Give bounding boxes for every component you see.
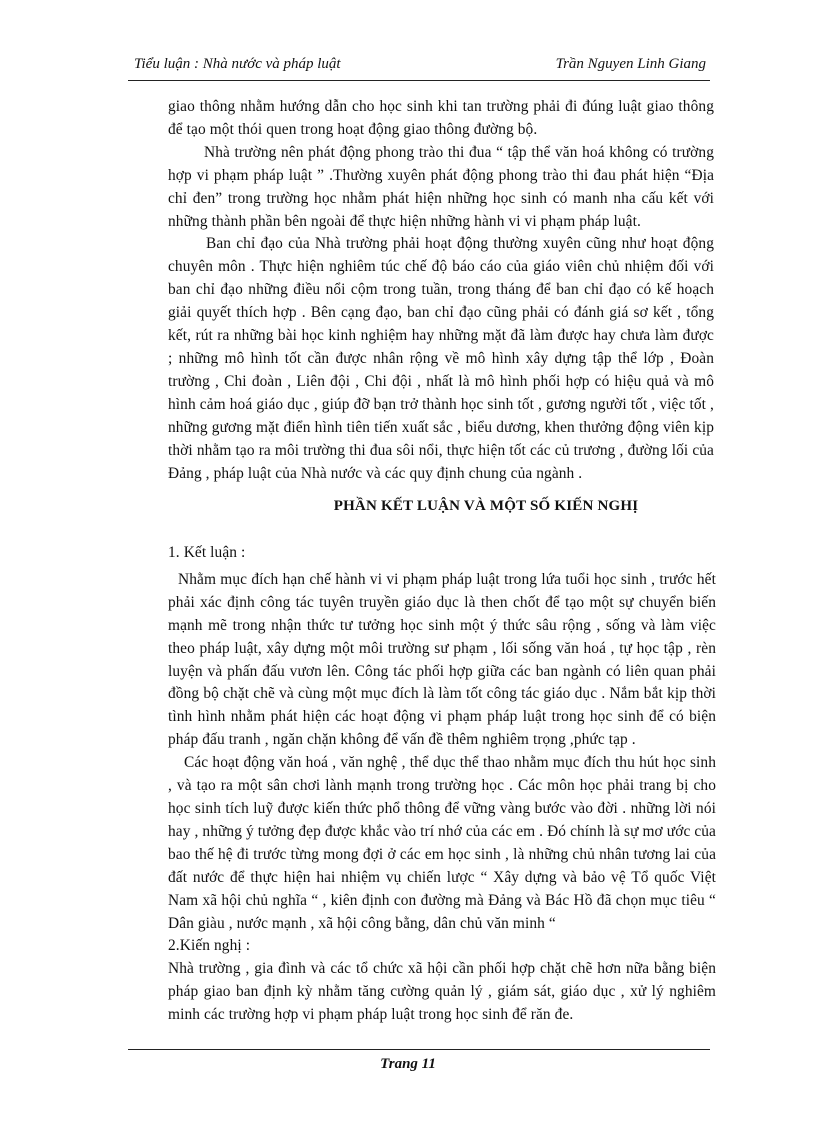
paragraph: Các hoạt động văn hoá , văn nghệ , thể dục thể thao nhằm mục đích thu hút học sinh , và tạo ra một sân chơi lành mạnh trong trường học . Các môn học phải trang bị cho học sinh tích luỹ được kiến thức phổ thông để vững vàng bước vào đời . những lời nói hay , những ý tưởng đẹp được khắc vào trí nhớ của các em . Đó chính là sự mơ ước của bao thế hệ đi trước từng mong đợi ở các em học sinh , là những chủ nhân tương lai của đất nước để thực hiện hai nhiệm vụ chiến lược “ Xây dựng và bảo vệ Tổ quốc Việt Nam xã hội chủ nghĩa “ , kiên định con đường mà Đảng và Bác Hồ đã chọn mục tiêu “ Dân giàu , nước mạnh , xã hội công bằng, dân chủ văn minh “ — [168, 754, 716, 932]
body-text — [168, 96, 714, 485]
paragraph: Nhà trường , gia đình và các tổ chức xã hội cần phối hợp chặt chẽ hơn nữa bằng biện pháp giao ban định kỳ nhằm tăng cường quản lý , giám sát, giáo dục , xử lý nghiêm minh các trường hợp vi phạm pháp luật trong học sinh để răn đe. — [168, 960, 716, 1024]
page-header — [134, 56, 706, 76]
header-rule — [128, 80, 710, 81]
paragraph: Nhà trường nên phát động phong trào thi đua “ tập thể văn hoá không có trường hợp vi phạm pháp luật ” .Thường xuyên phát động phong trào thi đau phát hiện “Địa chỉ đen” trong trường học nhằm phát hiện những học sinh có manh nha cấu kết với những thành phần bên ngoài để thực hiện những hành vi vi phạm pháp luật. — [168, 143, 714, 230]
section-heading: PHẦN KẾT LUẬN VÀ MỘT SỐ KIẾN NGHỊ — [333, 498, 639, 514]
header-title: Tiểu luận : Nhà nước và pháp luật — [134, 56, 341, 72]
paragraph: Nhằm mục đích hạn chế hành vi vi phạm pháp luật trong lứa tuổi học sinh , trước hết phải xác định công tác tuyên truyền giáo dục là then chốt để tạo một sự chuyển biến mạnh mẽ trong nhận thức tư tưởng học sinh một ý thức sâu rộng , sống và làm việc theo pháp luật, xây dựng một môi trường sư phạm , lối sống văn hoá , tự học tập , rèn luyện và phấn đấu vươn lên. Công tác phối hợp giữa các ban ngành có liên quan phải đồng bộ chặt chẽ và cùng một mục đích là làm tốt công tác giáo dục . Nắm bắt kịp thời tình hình nhằm phát hiện các hoạt động vi phạm pháp luật trong học sinh để có biện pháp đấu tranh , ngăn chặn không để vấn đề thêm nghiêm trọng ,phức tạp . — [168, 570, 716, 749]
subheading-recommendation: 2.Kiến nghị : — [168, 937, 251, 955]
footer-rule — [128, 1049, 710, 1050]
subheading-conclusion: 1. Kết luận : — [168, 544, 246, 561]
paragraph: Ban chỉ đạo của Nhà trường phải hoạt động thường xuyên cũng như hoạt động chuyên môn . Thực hiện nghiêm túc chế độ báo cáo của giáo viên chủ nhiệm đối với ban chỉ đạo những điều nổi cộm trong tuần, trong tháng để ban chỉ đạo có kế hoạch giải quyết thích hợp . Bên cạng đạo, ban chỉ đạo cũng phải có đánh giá sơ kết , tổng kết, rút ra những bài học kinh nghiệm hay những mặt đã làm được hay chưa làm được ; những mô hình tốt cần được nhân rộng về mô hình xây dựng tập thể lớp , Đoàn trường , Chi đoàn , Liên đội , Chi đội , nhất là mô hình phối hợp có hiệu quả và mô hình cảm hoá giáo dục , giúp đỡ bạn trở thành học sinh tốt , gương người tốt , việc tốt , những gương mặt điển hình tiên tiến xuất sắc , biểu dương, khen thưởng động viên kịp thời nhằm tạo ra môi trường thi đua sôi nổi, thực hiện tốt các củ trương , đường lối của Đảng , pháp luật của Nhà nước và các quy định chung của ngành . — [168, 235, 714, 482]
conclusion-section — [168, 542, 716, 1027]
header-author: Trần Nguyen Linh Giang — [555, 56, 706, 72]
paragraph: giao thông nhằm hướng dẫn cho học sinh khi tan trường phải đi đúng luật giao thông để tạo một thói quen trong hoạt động giao thông đường bộ. — [168, 98, 714, 138]
page-number: Trang 11 — [380, 1056, 436, 1072]
